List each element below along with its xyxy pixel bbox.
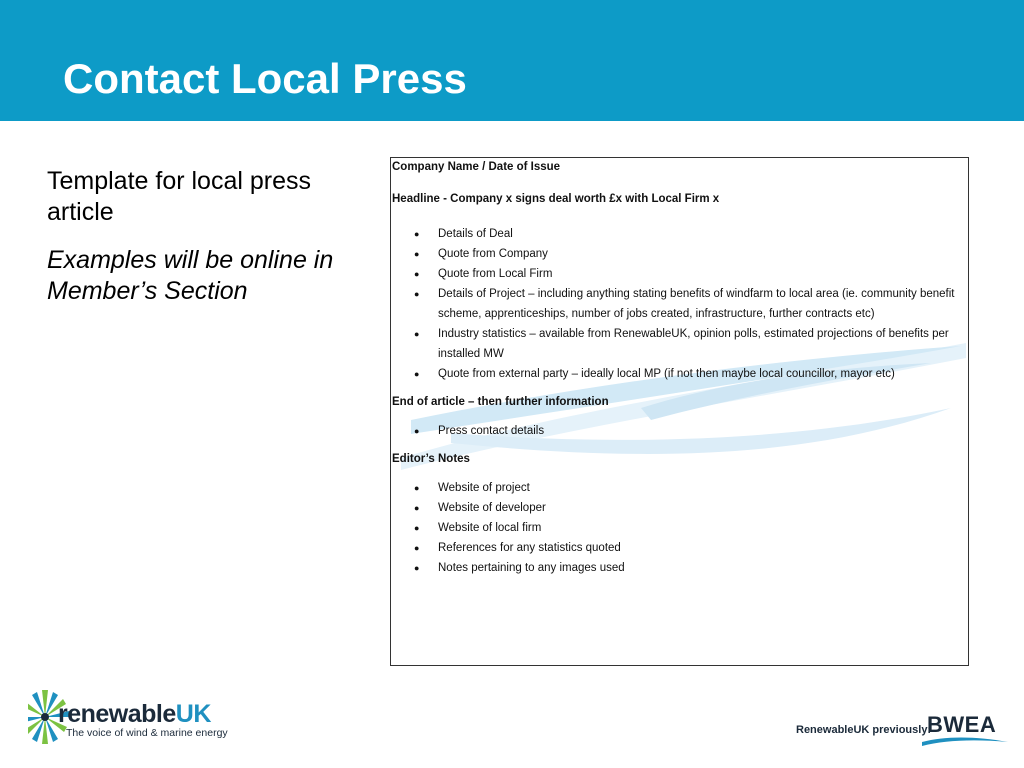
- end-points-list: [392, 421, 966, 441]
- editors-notes-heading: Editor’s Notes: [392, 453, 470, 465]
- bullet-icon: ●: [414, 503, 420, 513]
- title-bar: [0, 0, 1024, 121]
- slide-title: Contact Local Press: [63, 55, 467, 102]
- company-date-line: Company Name / Date of Issue: [392, 161, 561, 173]
- editors-notes-list: [392, 478, 966, 578]
- press-template-document: [390, 157, 969, 666]
- list-item: ● Details of Project – including anything stating benefits of windfarm to local area (ie. community benefit scheme, apprenticeships, number of jobs created, infrastructure, further contracts etc): [392, 284, 966, 324]
- bullet-icon: ●: [414, 369, 420, 379]
- bullet-icon: ●: [414, 543, 420, 553]
- list-item: ● Quote from Local Firm: [392, 264, 966, 284]
- list-item: ● Notes pertaining to any images used: [392, 558, 966, 578]
- headline-line: Headline - Company x signs deal worth £x with Local Firm x: [392, 193, 720, 205]
- list-item: ● Quote from Company: [392, 244, 966, 264]
- list-item: ● Quote from external party – ideally local MP (if not then maybe local councillor, mayor etc): [392, 364, 966, 384]
- bullet-icon: ●: [414, 229, 420, 239]
- bwea-wave-icon: [920, 732, 1010, 748]
- intro-text: Template for local press article: [47, 167, 312, 226]
- list-item: ● Details of Deal: [392, 224, 966, 244]
- bullet-icon: ●: [414, 563, 420, 573]
- bwea-logo-text: BWEA: [927, 712, 997, 737]
- list-item: ● Press contact details: [392, 421, 966, 441]
- end-of-article-heading: End of article – then further information: [392, 396, 609, 408]
- article-points-list: [392, 224, 966, 384]
- list-item: ● References for any statistics quoted: [392, 538, 966, 558]
- previously-label: RenewableUK previously:: [796, 724, 932, 736]
- left-caption: [47, 166, 367, 307]
- bullet-icon: ●: [414, 523, 420, 533]
- list-item: ● Website of local firm: [392, 518, 966, 538]
- list-item: ● Industry statistics – available from RenewableUK, opinion polls, estimated projections of benefits per installed MW: [392, 324, 966, 364]
- bullet-icon: ●: [414, 426, 420, 436]
- renewableuk-logo-text: renewableUK: [58, 700, 211, 728]
- list-item: ● Website of project: [392, 478, 966, 498]
- bullet-icon: ●: [414, 483, 420, 493]
- list-item: ● Website of developer: [392, 498, 966, 518]
- logo-tagline: The voice of wind & marine energy: [66, 727, 228, 739]
- bullet-icon: ●: [414, 329, 420, 339]
- examples-note: Examples will be online in Member’s Section: [47, 246, 334, 305]
- bullet-icon: ●: [414, 249, 420, 259]
- bullet-icon: ●: [414, 269, 420, 279]
- bullet-icon: ●: [414, 289, 420, 299]
